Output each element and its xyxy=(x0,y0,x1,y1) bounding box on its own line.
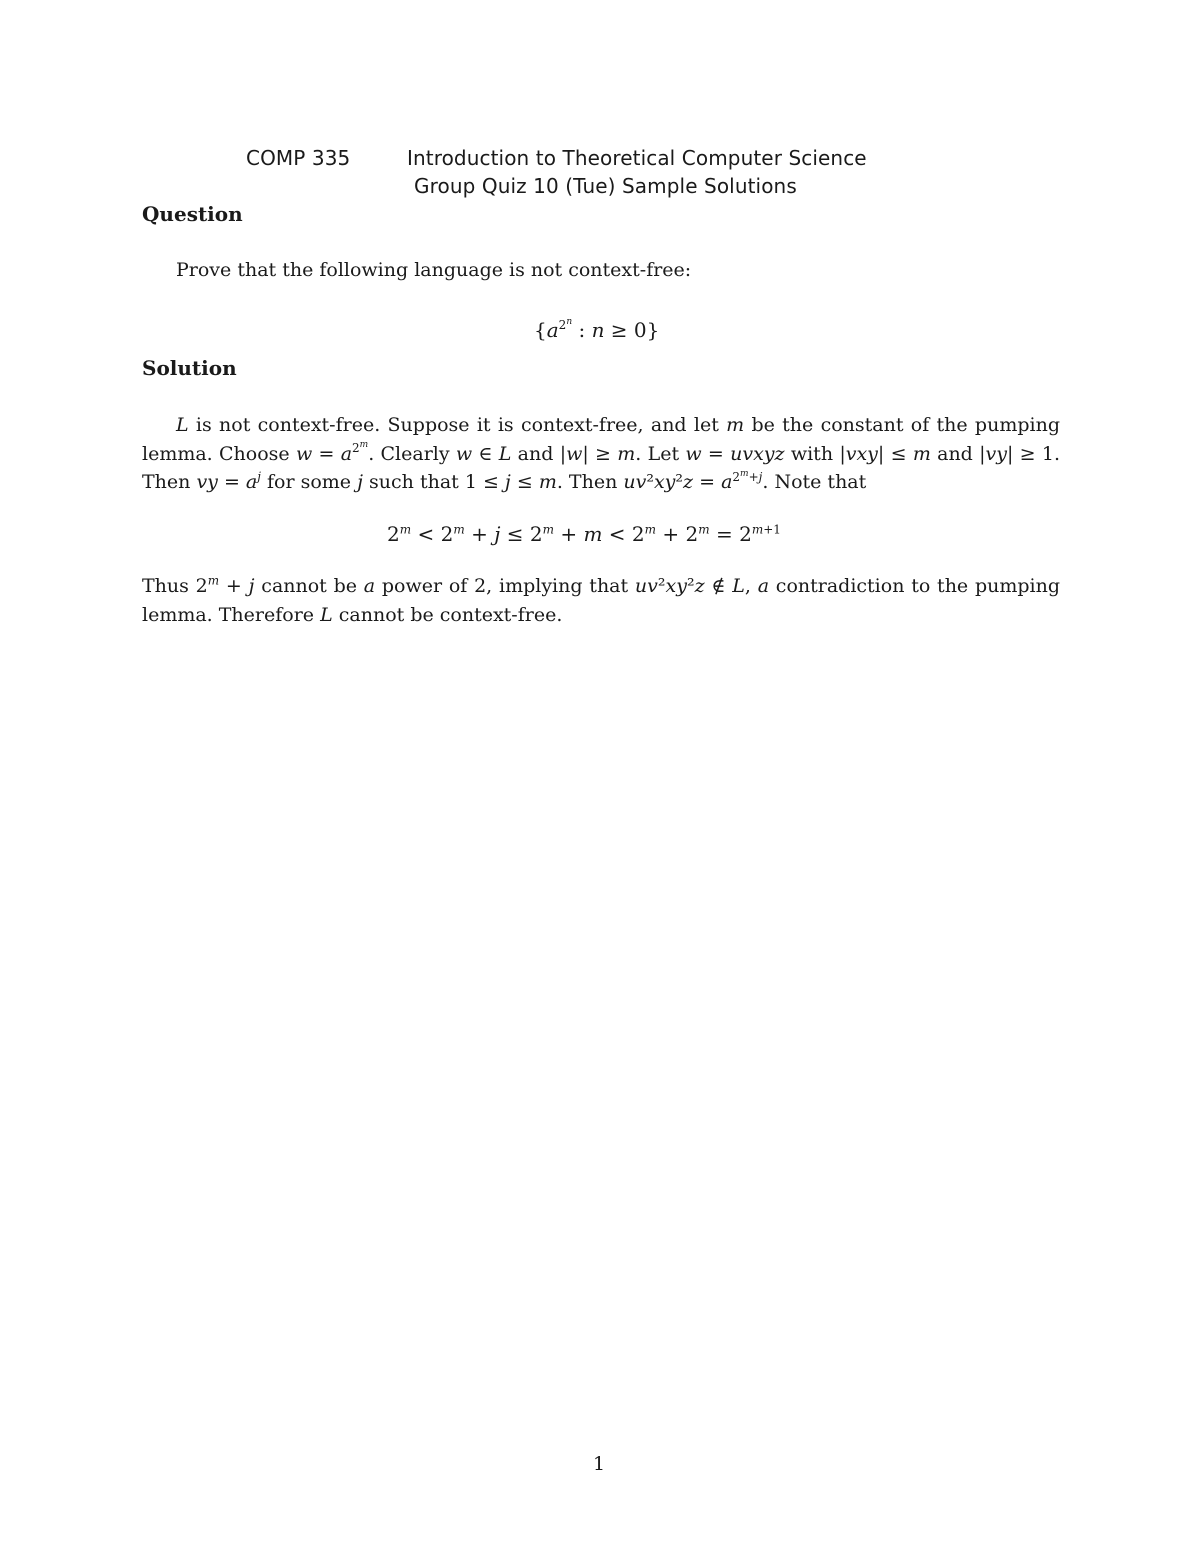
language-definition: {$a^{2^n}$ : n ≥ 0} xyxy=(534,317,660,342)
question-prompt: Prove that the following language is not context-free: xyxy=(176,259,692,281)
solution-heading: Solution xyxy=(142,356,237,380)
page-number: 1 xyxy=(593,1453,606,1475)
course-code: COMP 335 xyxy=(246,146,351,170)
solution-paragraph-1: L is not context-free. Suppose it is context-free, and let m be the constant of the pumping lemma. Choose $w = a^{2^m}$. Clearly w ∈ L and |w| ≥ m. Let w = uvxyz with |vxy| ≤ m and |vy| ≥ 1. Then vy = $a^j$ for some j such that 1 ≤ j ≤ m. Then $uv^2xy^2z = a^{2^m+j}$. Note that xyxy=(142,414,1061,493)
course-title: Introduction to Theoretical Computer Science xyxy=(407,146,867,170)
document-subtitle: Group Quiz 10 (Tue) Sample Solutions xyxy=(414,174,797,198)
question-heading: Question xyxy=(142,202,243,226)
solution-paragraph-2: Thus $2^m + j$ cannot be a power of 2, implying that uv²xy²z ∉ L, a contradiction to the pumping lemma. Therefore L cannot be context-free. xyxy=(142,573,1060,626)
key-inequality: $2^m < 2^m + j \le 2^m + m < 2^m + 2^m = 2^{m+1}$ xyxy=(387,522,781,546)
